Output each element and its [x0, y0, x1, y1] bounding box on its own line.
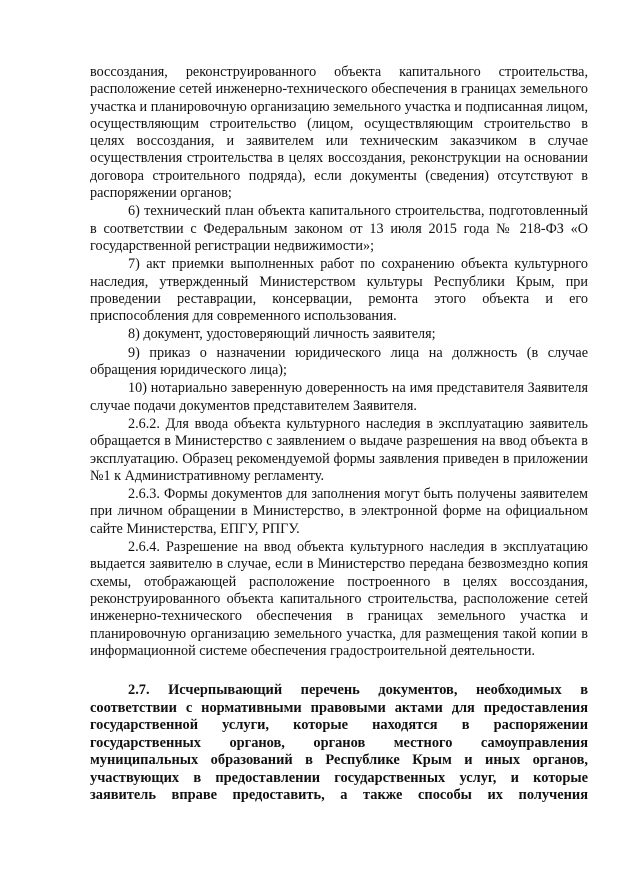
section-heading-2-7: 2.7. Исчерпывающий перечень документов, необходимых в соответствии с нормативными правовыми актами для предоставления государственной услуги, которые находятся в распоряжении государственных органов, органов местного самоуправления муниципальных образований в Республике Крым и иных органов, участвующих в предоставлении государственных услуг, и которые заявитель вправе предоставить, а также способы их получения: [90, 682, 588, 803]
document-body: [90, 64, 588, 660]
paragraph-2-6-2: 2.6.2. Для ввода объекта культурного наследия в эксплуатацию заявитель обращается в Министерство с заявлением о выдаче разрешения на ввод объекта в эксплуатацию. Образец рекомендуемой формы заявления приведен в приложении №1 к Административному регламенту.: [90, 415, 588, 484]
list-item-8: 8) документ, удостоверяющий личность заявителя;: [128, 326, 436, 343]
list-item-9: 9) приказ о назначении юридического лица на должность (в случае обращения юридического лица);: [90, 344, 588, 379]
paragraph-2-6-3: 2.6.3. Формы документов для заполнения могут быть получены заявителем при личном обращении в Министерство, в электронной форме на официальном сайте Министерства, ЕПГУ, РПГУ.: [90, 486, 588, 537]
paragraph-2-6-4: 2.6.4. Разрешение на ввод объекта культурного наследия в эксплуатацию выдается заявителю в случае, если в Министерство передана безвозмездно копия схемы, отображающей расположение построенного в целях воссоздания, реконструированного объекта капитального строительства, расположение сетей инженерно-технического обеспечения в границах земельного участка и планировочную организацию земельного участка, для размещения такой копии в информационной системе обеспечения градостроительной деятельности.: [90, 539, 588, 659]
list-item-10: 10) нотариально заверенную доверенность на имя представителя Заявителя случае подачи документов представителем Заявителя.: [90, 380, 588, 414]
list-item-7: 7) акт приемки выполненных работ по сохранению объекта культурного наследия, утвержденный Министерством культуры Республики Крым, при проведении реставрации, консервации, ремонта этого объекта и его приспособления для современного использования.: [90, 256, 588, 325]
list-item-6: 6) технический план объекта капитального строительства, подготовленный в соответствии с Федеральным законом от 13 июля 2015 года № 218-ФЗ «О государственной регистрации недвижимости»;: [90, 203, 588, 254]
paragraph-continuation: воссоздания, реконструированного объекта капитального строительства, расположение сетей инженерно-технического обеспечения в границах земельного участка и планировочную организацию земельного участка и подписанная лицом, осуществляющим строительство (лицом, осуществляющим строительство в целях воссоздания, и заявителем или техническим заказчиком в случае осуществления строительства в целях воссоздания, реконструкции на основании договора строительного подряда), если документы (сведения) отсутствуют в распоряжении органов;: [90, 64, 588, 202]
